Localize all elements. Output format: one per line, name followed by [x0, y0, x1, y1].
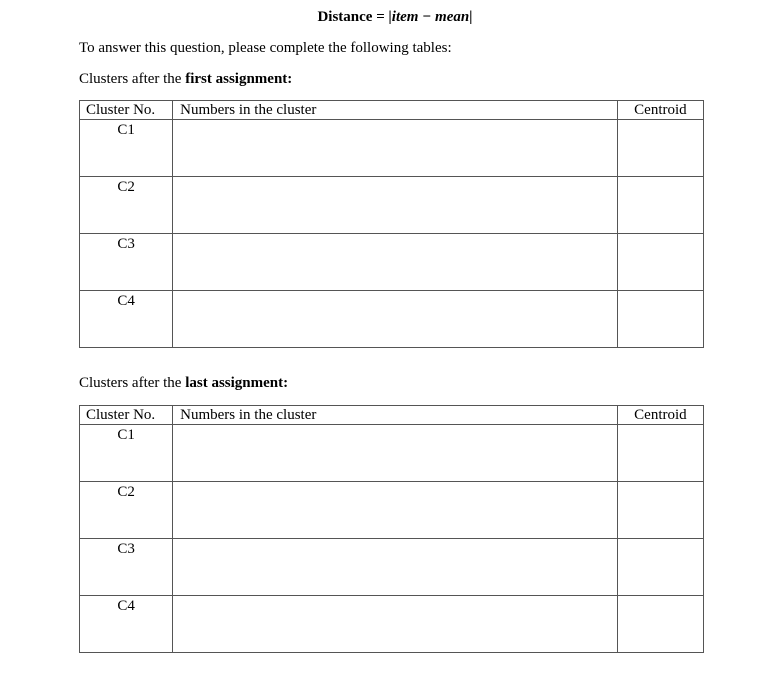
first-table-caption [79, 71, 292, 88]
numbers-cell[interactable] [173, 291, 618, 348]
table-row [80, 596, 704, 653]
cluster-label: C3 [80, 234, 173, 291]
numbers-cell[interactable] [173, 539, 618, 596]
last-caption-bold: last assignment: [185, 375, 289, 391]
formula-expression: |item − mean| [388, 9, 473, 25]
last-assignment-table [79, 405, 704, 653]
numbers-cell[interactable] [173, 177, 618, 234]
header-numbers: Numbers in the cluster [173, 406, 618, 425]
distance-formula [0, 9, 760, 26]
cluster-label: C1 [80, 425, 173, 482]
centroid-cell[interactable] [617, 177, 703, 234]
table-row [80, 291, 704, 348]
table-row [80, 120, 704, 177]
cluster-label: C2 [80, 482, 173, 539]
table-row [80, 177, 704, 234]
first-assignment-table [79, 100, 704, 348]
numbers-cell[interactable] [173, 120, 618, 177]
centroid-cell[interactable] [617, 482, 703, 539]
cluster-label: C2 [80, 177, 173, 234]
header-numbers: Numbers in the cluster [173, 101, 618, 120]
centroid-cell[interactable] [617, 539, 703, 596]
formula-label: Distance = [317, 9, 389, 25]
last-table-caption [79, 375, 288, 392]
table-row [80, 425, 704, 482]
cluster-label: C4 [80, 596, 173, 653]
numbers-cell[interactable] [173, 482, 618, 539]
table-row [80, 234, 704, 291]
header-cluster-no: Cluster No. [80, 101, 173, 120]
cluster-label: C3 [80, 539, 173, 596]
cluster-label: C1 [80, 120, 173, 177]
header-cluster-no: Cluster No. [80, 406, 173, 425]
table-header-row [80, 406, 704, 425]
table-row [80, 482, 704, 539]
last-caption-prefix: Clusters after the [79, 375, 186, 391]
centroid-cell[interactable] [617, 120, 703, 177]
numbers-cell[interactable] [173, 425, 618, 482]
first-caption-prefix: Clusters after the [79, 71, 186, 87]
numbers-cell[interactable] [173, 596, 618, 653]
header-centroid: Centroid [617, 406, 703, 425]
centroid-cell[interactable] [617, 234, 703, 291]
numbers-cell[interactable] [173, 234, 618, 291]
centroid-cell[interactable] [617, 596, 703, 653]
cluster-label: C4 [80, 291, 173, 348]
table-header-row [80, 101, 704, 120]
centroid-cell[interactable] [617, 291, 703, 348]
centroid-cell[interactable] [617, 425, 703, 482]
instructions-text: To answer this question, please complete the following tables: [79, 40, 452, 56]
first-caption-bold: first assignment: [185, 71, 293, 87]
header-centroid: Centroid [617, 101, 703, 120]
table-row [80, 539, 704, 596]
